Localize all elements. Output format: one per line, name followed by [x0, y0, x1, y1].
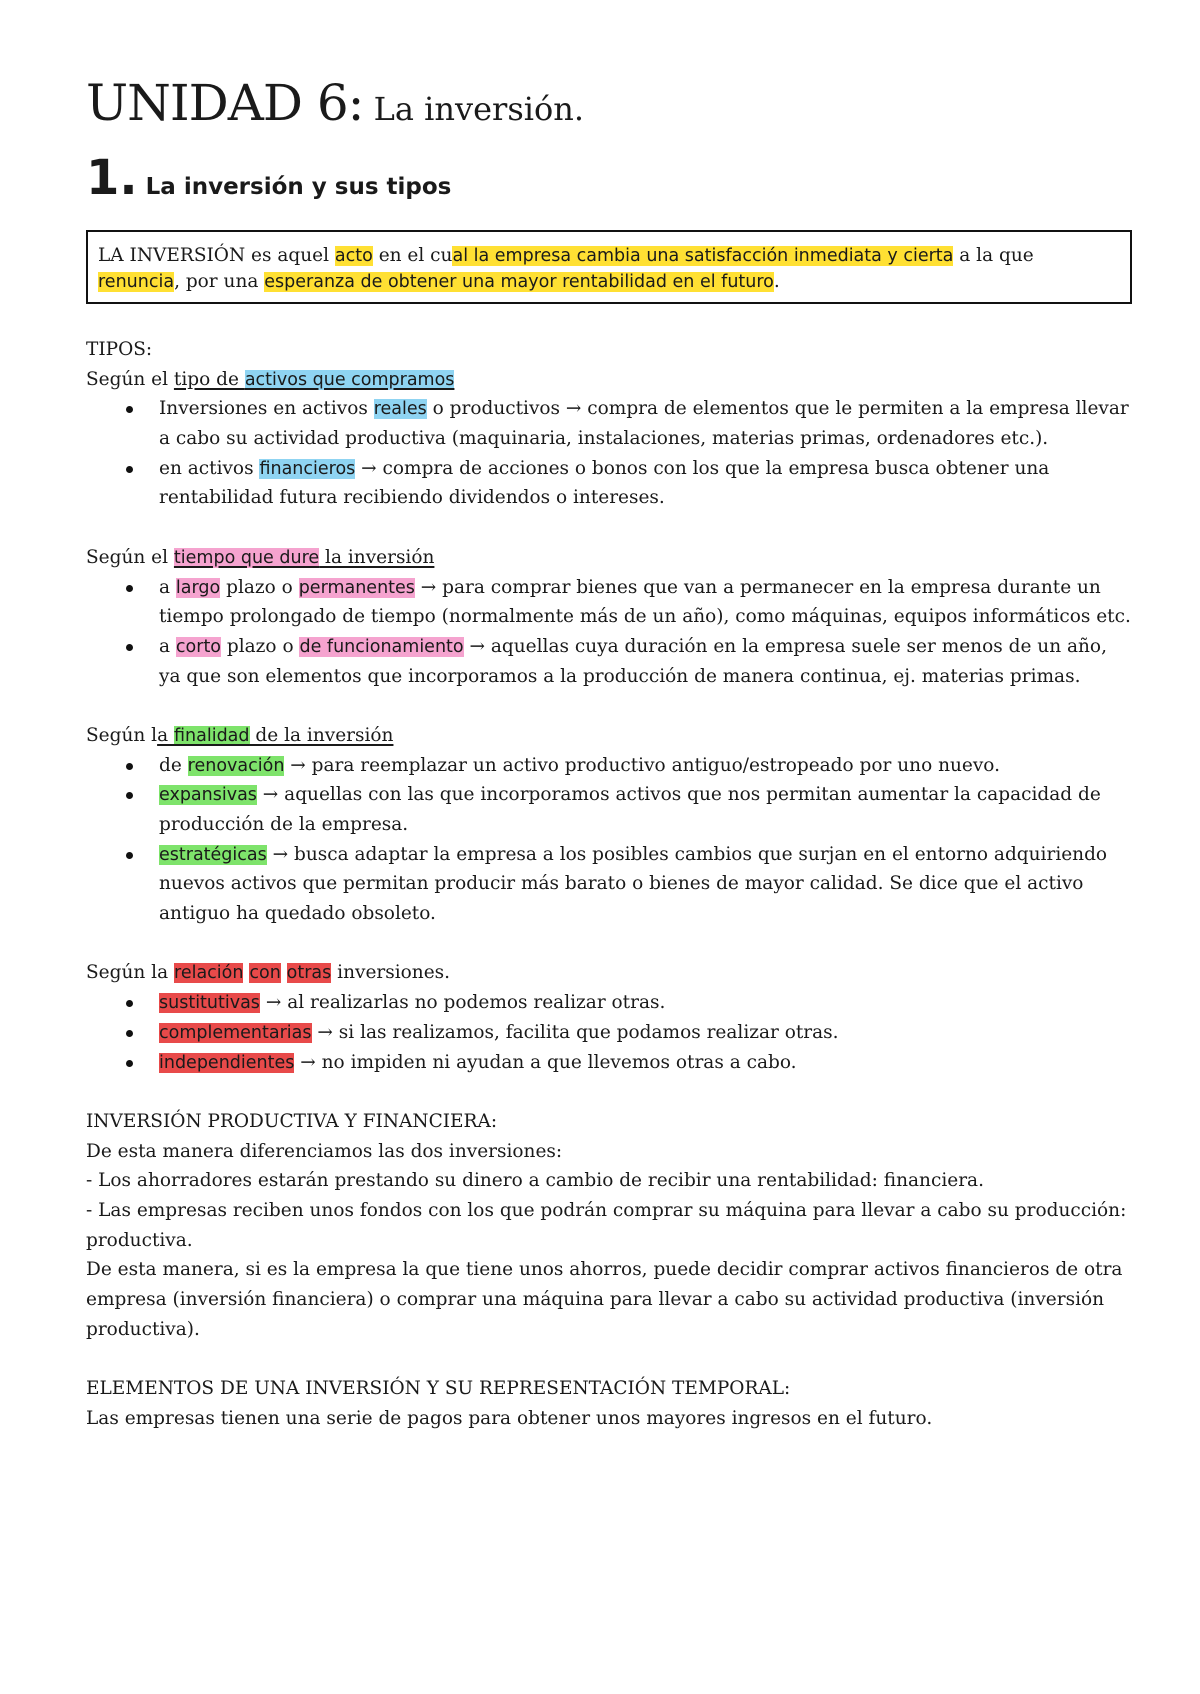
- elementos-heading: ELEMENTOS DE UNA INVERSIÓN Y SU REPRESENTACIÓN TEMPORAL:: [86, 1378, 791, 1400]
- highlight-corto: corto: [175, 636, 222, 657]
- item-text: → para comprar bienes que van a permanecer en la empresa durante un: [414, 576, 1101, 598]
- item-text: → para reemplazar un activo productivo antiguo/estropeado por uno nuevo.: [284, 754, 1001, 776]
- list-item: [86, 1018, 1146, 1048]
- item-text: Inversiones en activos: [159, 398, 374, 420]
- list-item-continuation: a cabo su actividad productiva (maquinaria, instalaciones, materias primas, ordenadores etc.).: [159, 428, 1049, 450]
- item-text: en activos: [159, 457, 260, 479]
- bullet-icon: [126, 644, 133, 651]
- paragraph-line: Las empresas tienen una serie de pagos para obtener unos mayores ingresos en el futuro.: [86, 1407, 933, 1429]
- list-item-continuation: ya que son elementos que incorporamos a la producción de manera continua, ej. materias primas.: [159, 665, 1081, 687]
- bullet-icon: [126, 1030, 133, 1037]
- item-text: a: [159, 635, 176, 657]
- group-heading-text: Según el: [86, 546, 174, 568]
- title-topic: La inversión.: [363, 90, 585, 128]
- bullet-icon: [126, 466, 133, 473]
- definition-text: a la que: [953, 245, 1034, 266]
- section-heading: [86, 150, 451, 206]
- paragraph-line: productiva).: [86, 1318, 200, 1340]
- group-heading-tiempo: [86, 543, 1146, 573]
- group-heading-text: inversiones.: [331, 962, 451, 984]
- highlight-rentabilidad: obtener una mayor rentabilidad en el futuro: [382, 272, 774, 292]
- group-heading-text: [281, 962, 287, 983]
- highlight-estrategicas: estratégicas: [159, 844, 267, 865]
- group-heading-underlined: la inversión: [319, 546, 435, 568]
- item-text: de: [159, 754, 188, 776]
- spacer: [86, 1344, 1146, 1374]
- highlight-largo: largo: [175, 577, 221, 598]
- group-heading-relacion: [86, 958, 1146, 988]
- tipos-heading: TIPOS:: [86, 339, 153, 360]
- title-unit: UNIDAD 6:: [86, 74, 364, 132]
- highlight-financieros: financieros: [259, 458, 356, 479]
- item-text: → compra de acciones o bonos con los que la empresa busca obtener una: [355, 457, 1050, 479]
- list-item: [86, 780, 1146, 810]
- group-heading-underlined: de la inversión: [249, 724, 394, 746]
- list-item-continuation: nuevos activos que permitan producir más barato o bienes de mayor calidad. Se dice que el activo: [159, 873, 1084, 895]
- item-text: → no impiden ni ayudan a que llevemos otras a cabo.: [294, 1051, 797, 1073]
- item-text: → al realizarlas no podemos realizar otras.: [259, 992, 666, 1014]
- highlight-complementarias: complementarias: [159, 1022, 312, 1043]
- list-item-continuation: antiguo ha quedado obsoleto.: [159, 903, 436, 925]
- bullet-icon: [126, 1000, 133, 1007]
- item-text: plazo o: [221, 635, 300, 657]
- bullet-icon: [126, 1060, 133, 1067]
- document-body: [86, 335, 1146, 1433]
- group-heading-text: Según el: [86, 368, 174, 390]
- group-heading-underlined: a: [157, 724, 175, 746]
- list-item-continuation: producción de la empresa.: [159, 814, 409, 835]
- list-item: [86, 454, 1146, 484]
- list-item: [86, 1048, 1146, 1078]
- item-text: plazo o: [220, 576, 299, 598]
- highlight-acto: acto: [334, 246, 373, 266]
- bullet-icon: [126, 585, 133, 592]
- definition-text: LA INVERSIÓN es aquel: [98, 245, 335, 266]
- definition-box: [86, 230, 1132, 304]
- item-text: → si las realizamos, facilita que podamos realizar otras.: [311, 1021, 839, 1043]
- highlight-relacion: relación: [174, 963, 244, 984]
- group-heading-underlined: tipo de: [173, 368, 245, 390]
- highlight-activos: activos que compramos: [244, 369, 455, 390]
- highlight-independientes: independientes: [159, 1052, 295, 1073]
- list-item-continuation: rentabilidad futura recibiendo dividendos o intereses.: [159, 487, 665, 509]
- definition-line-2: [98, 269, 1120, 295]
- spacer: [86, 1077, 1146, 1107]
- highlight-expansivas: expansivas: [159, 785, 257, 806]
- list-item: [86, 840, 1146, 870]
- section-text: La inversión y sus tipos: [137, 174, 452, 200]
- spacer: [86, 691, 1146, 721]
- bullet-icon: [126, 852, 133, 859]
- paragraph-line: - Las empresas reciben unos fondos con los que podrán comprar su máquina para llevar a cabo su producción:: [86, 1199, 1127, 1221]
- spacer: [86, 513, 1146, 543]
- item-text: a: [159, 576, 176, 598]
- bullet-icon: [126, 406, 133, 413]
- productiva-heading: INVERSIÓN PRODUCTIVA Y FINANCIERA:: [86, 1110, 498, 1132]
- item-text: o productivos → compra de elementos que le permiten a la empresa llevar: [426, 398, 1129, 420]
- bullet-icon: [126, 792, 133, 799]
- definition-text: , por una: [174, 271, 265, 292]
- highlight-otras: otras: [286, 963, 332, 984]
- highlight-esperanza: esperanza: [264, 272, 361, 292]
- group-heading-finalidad: [86, 721, 1146, 751]
- highlight-sustitutivas: sustitutivas: [159, 993, 260, 1014]
- paragraph-line: De esta manera diferenciamos las dos inversiones:: [86, 1140, 563, 1162]
- paragraph-line: - Los ahorradores estarán prestando su dinero a cambio de recibir una rentabilidad: financiera.: [86, 1170, 984, 1192]
- highlight-con: con: [249, 963, 281, 984]
- highlight-permanentes: permanentes: [298, 577, 415, 598]
- section-number: 1.: [86, 150, 138, 206]
- list-item-continuation: tiempo prolongado de tiempo (normalmente más de un año), como máquinas, equipos informáticos etc.: [159, 606, 1131, 628]
- highlight-tiempo: tiempo que dure: [173, 547, 320, 568]
- highlight-funcionamiento: de funcionamiento: [299, 636, 464, 657]
- highlight-satisfaccion: al la empresa cambia una satisfacción inmediata y cierta: [452, 246, 954, 266]
- item-text: → busca adaptar la empresa a los posibles cambios que surjan en el entorno adquiriendo: [266, 843, 1108, 865]
- definition-line-1: [98, 243, 1120, 269]
- highlight-renovacion: renovación: [187, 755, 285, 776]
- spacer: [86, 929, 1146, 959]
- definition-text: en el cu: [372, 245, 453, 266]
- bullet-icon: [126, 763, 133, 770]
- highlight-renuncia: renuncia: [98, 272, 175, 292]
- list-item: [86, 751, 1146, 781]
- list-item: [86, 394, 1146, 424]
- item-text: → aquellas con las que incorporamos activos que nos permitan aumentar la capacidad de: [256, 784, 1101, 806]
- document-title: [86, 74, 584, 132]
- highlight-reales: reales: [373, 399, 427, 420]
- paragraph-line: empresa (inversión financiera) o comprar una máquina para llevar a cabo su actividad productiva (inversión: [86, 1289, 1105, 1310]
- group-heading-text: Según la: [86, 962, 175, 984]
- list-item: [86, 632, 1146, 662]
- group-heading-text: Según l: [86, 724, 158, 746]
- item-text: → aquellas cuya duración en la empresa suele ser menos de un año,: [463, 635, 1107, 657]
- highlight-de: de: [360, 272, 383, 292]
- group-heading-activos: [86, 365, 1146, 395]
- paragraph-line: De esta manera, si es la empresa la que tiene unos ahorros, puede decidir comprar activos financieros de otra: [86, 1259, 1123, 1281]
- highlight-finalidad: finalidad: [174, 725, 250, 746]
- definition-text: .: [773, 271, 780, 292]
- list-item: [86, 988, 1146, 1018]
- paragraph-line: productiva.: [86, 1229, 193, 1251]
- list-item: [86, 573, 1146, 603]
